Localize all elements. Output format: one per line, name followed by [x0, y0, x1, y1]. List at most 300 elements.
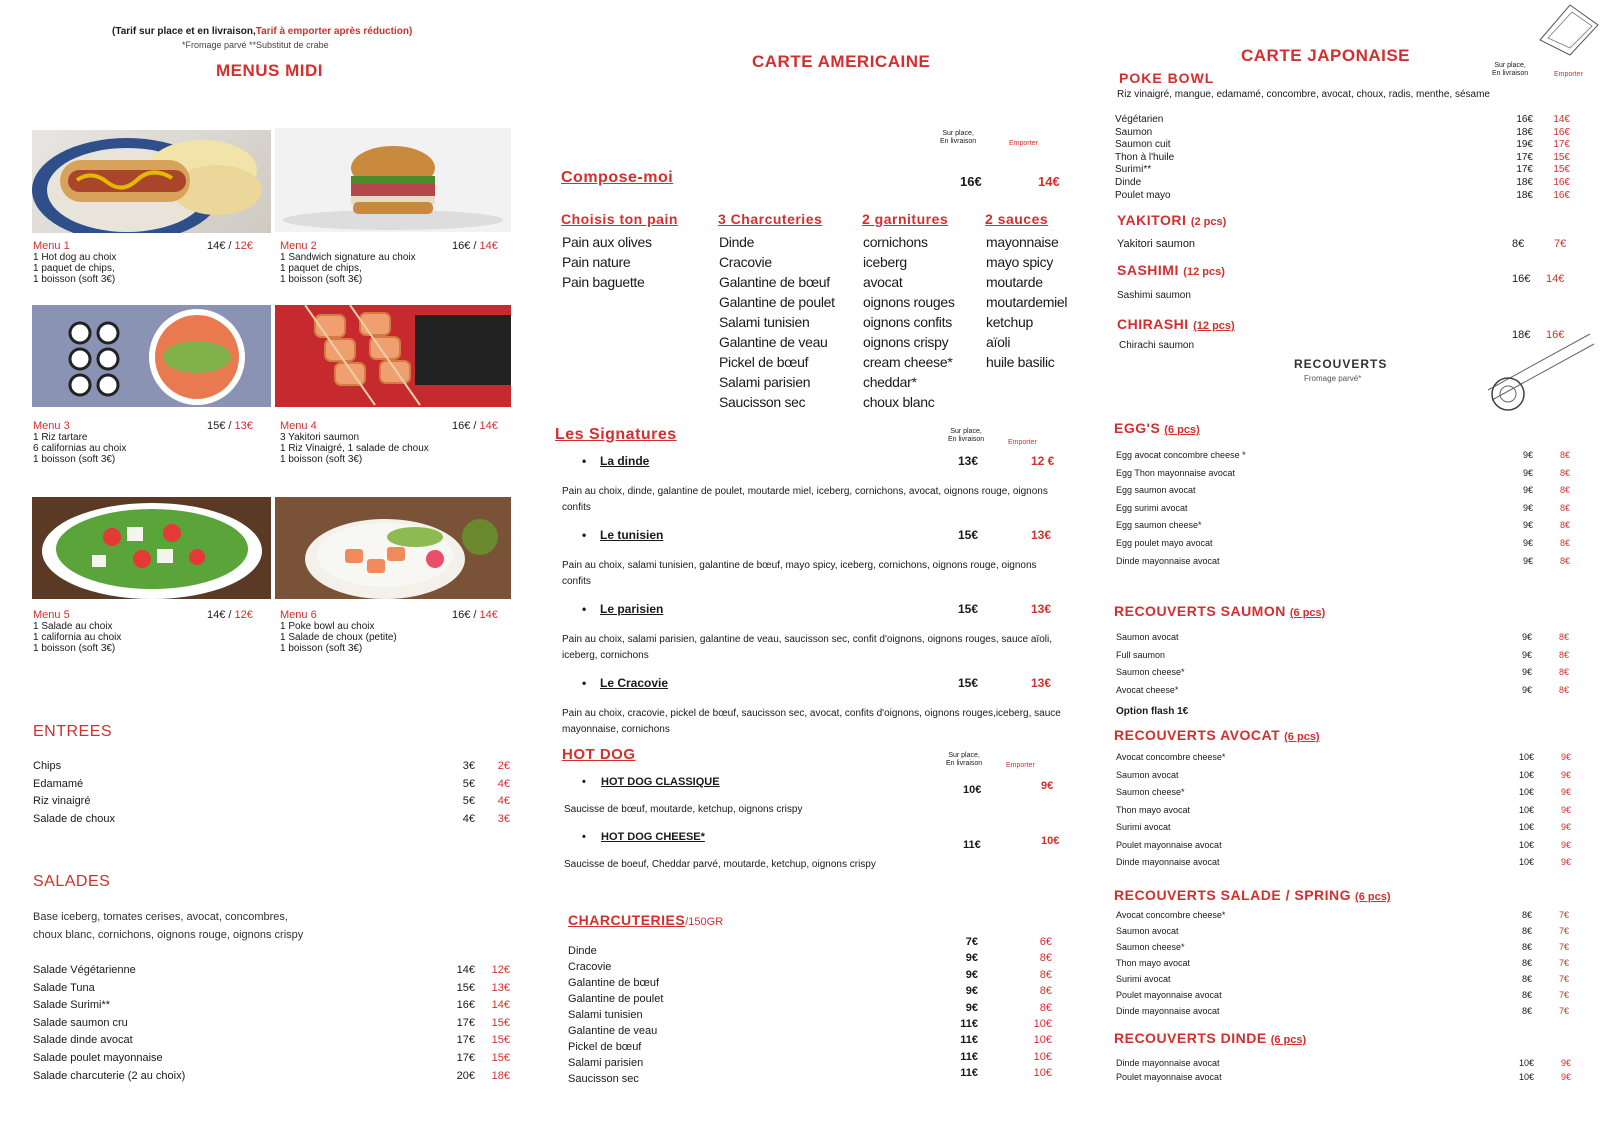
- list-item-name: Poulet mayonnaise avocat: [1116, 990, 1222, 1000]
- compose-option: cornichons: [863, 234, 928, 250]
- menu-3-photo: [32, 305, 271, 407]
- signatures-title: Les Signatures: [555, 426, 677, 443]
- list-item-price-1: 8€: [1521, 1006, 1532, 1016]
- signature-bullet: •: [582, 454, 587, 468]
- menu-label: Menu 6: [280, 609, 317, 621]
- list-item-price-2: 16€: [1553, 189, 1570, 201]
- yakitori-title: YAKITORI (2 pcs): [1117, 212, 1227, 228]
- list-item-name: Dinde mayonnaise avocat: [1116, 1058, 1220, 1068]
- sashimi-title: SASHIMI (12 pcs): [1117, 262, 1225, 278]
- signature-desc-2: confits: [562, 576, 591, 587]
- recouverts-sub: Fromage parvé*: [1304, 374, 1362, 383]
- list-item-price-2: 12€: [491, 964, 510, 976]
- compose-option: Pain nature: [562, 254, 631, 270]
- charcuterie-price-2: 8€: [1039, 952, 1052, 965]
- list-item-name: Dinde mayonnaise avocat: [1116, 857, 1220, 867]
- menu-desc-line: 1 Hot dog au choix: [33, 252, 117, 263]
- menu-desc-line: 1 Riz tartare: [33, 432, 88, 443]
- hotdog-price-head-1: Sur place, En livraison: [946, 752, 983, 767]
- list-item-price-1: 17€: [456, 1016, 475, 1029]
- menu-price-sep: /: [225, 609, 235, 621]
- signature-desc-2: confits: [562, 502, 591, 513]
- compose-option: Galantine de veau: [719, 334, 828, 350]
- list-item-name: Surimi avocat: [1116, 822, 1171, 832]
- signature-bullet: •: [582, 676, 587, 690]
- section-count: (6 pcs): [1284, 731, 1320, 743]
- compose-option: mayonnaise: [986, 234, 1059, 250]
- list-item-price-1: 8€: [1521, 942, 1532, 952]
- list-item-price-1: 9€: [1522, 538, 1533, 548]
- list-item-name: Avocat cheese*: [1116, 684, 1179, 695]
- signature-name: Le Cracovie: [600, 676, 669, 690]
- charcuterie-price-1: 11€: [960, 1067, 978, 1080]
- section-title: [1114, 887, 1391, 905]
- list-item-price-1: 17€: [1516, 151, 1533, 163]
- menu-6-photo: [275, 497, 511, 599]
- salades-desc-1: Base iceberg, tomates cerises, avocat, concombres,: [33, 911, 288, 923]
- hotdog-title: HOT DOG: [562, 746, 636, 763]
- compose-price-2: 14€: [1038, 174, 1060, 189]
- section-count: (6 pcs): [1355, 891, 1391, 903]
- hotdog-price-2: 9€: [1041, 780, 1054, 792]
- menu-price-2: 12€: [234, 609, 253, 621]
- charcuterie-price-1: 11€: [960, 1050, 978, 1063]
- compose-option: moutardemiel: [986, 294, 1068, 310]
- charcuterie-price-1: 11€: [960, 1034, 978, 1047]
- menu-5-photo: [32, 497, 271, 599]
- section-title: [1114, 727, 1320, 745]
- list-item-name: Poulet mayonnaise avocat: [1116, 1072, 1222, 1082]
- signature-price-1: 15€: [958, 602, 979, 616]
- list-item-price-2: 7€: [1558, 926, 1569, 936]
- hotdog-desc: Saucisse de bœuf, moutarde, ketchup, oignons crispy: [564, 804, 803, 815]
- salades-title: SALADES: [33, 873, 111, 890]
- list-item-price-2: 9€: [1560, 769, 1571, 780]
- poke-title: POKE BOWL: [1119, 70, 1215, 86]
- compose-option: cream cheese*: [863, 354, 953, 370]
- menu-desc-line: 1 boisson (soft 3€): [280, 454, 363, 465]
- yakitori-price-1: 8€: [1512, 238, 1525, 250]
- compose-option: Galantine de bœuf: [719, 274, 830, 290]
- menu-2-photo: [275, 128, 511, 232]
- list-item-name: Saumon avocat: [1116, 926, 1179, 936]
- charcuterie-price-2: 10€: [1033, 1034, 1052, 1047]
- list-item-price-1: 18€: [1516, 126, 1533, 138]
- charcuterie-name: Salami parisien: [568, 1057, 644, 1069]
- menu-desc-line: 1 Salade au choix: [33, 621, 113, 632]
- menu-price-sep: /: [470, 609, 480, 621]
- list-item-name: Egg avocat concombre cheese *: [1116, 450, 1246, 460]
- compose-option: cheddar*: [863, 374, 917, 390]
- sashimi-item: Sashimi saumon: [1117, 290, 1191, 301]
- compose-option: Pain baguette: [562, 274, 645, 290]
- list-item-price-1: 16€: [456, 999, 475, 1012]
- hotdog-desc: Saucisse de boeuf, Cheddar parvé, moutarde, ketchup, oignons crispy: [564, 859, 876, 870]
- list-item-price-1: 3€: [462, 760, 475, 772]
- list-item-price-1: 4€: [462, 812, 475, 825]
- list-item-name: Saumon cuit: [1115, 139, 1171, 151]
- compose-col-head: 2 sauces: [985, 211, 1049, 227]
- footnote: *Fromage parvé **Substitut de crabe: [182, 40, 329, 50]
- compose-option: Salami parisien: [719, 374, 811, 390]
- list-item-price-1: 16€: [1516, 114, 1533, 125]
- list-item-price-2: 15€: [491, 1052, 510, 1064]
- list-item-name: Saumon cheese*: [1116, 787, 1185, 797]
- list-item-price-1: 5€: [462, 795, 475, 807]
- charcuterie-name: Dinde: [568, 945, 597, 957]
- list-item-name: Poulet mayo: [1115, 189, 1171, 201]
- list-item-price-1: 14€: [456, 964, 475, 976]
- menu-price-2: 14€: [479, 240, 498, 252]
- list-item-price-2: 16€: [1553, 177, 1570, 188]
- compose-option: huile basilic: [986, 354, 1055, 370]
- list-item-price-1: 8€: [1521, 990, 1532, 1000]
- chirashi-price-2: 16€: [1546, 329, 1565, 341]
- list-item-price-1: 9€: [1521, 649, 1532, 660]
- list-item-name: Saumon avocat: [1116, 632, 1179, 642]
- charcuterie-price-1: 11€: [960, 1018, 978, 1030]
- list-item-price-1: 10€: [1518, 839, 1534, 850]
- list-item-price-2: 9€: [1560, 1058, 1571, 1068]
- charcuterie-price-2: 10€: [1033, 1067, 1052, 1080]
- list-item-price-2: 9€: [1560, 1072, 1571, 1082]
- list-item-price-1: 17€: [456, 1034, 475, 1047]
- list-item-price-1: 5€: [462, 777, 475, 790]
- list-item-price-1: 8€: [1521, 974, 1532, 984]
- list-item-price-2: 9€: [1560, 787, 1571, 797]
- menu-desc-line: 1 boisson (soft 3€): [33, 274, 116, 285]
- signature-desc-1: Pain au choix, salami tunisien, galantine de bœuf, mayo spicy, iceberg, cornichons, oignons rouge, oignons: [562, 560, 1037, 571]
- list-item-name: Salade Végétarienne: [33, 964, 136, 976]
- signatures-price-head-1: Sur place, En livraison: [948, 428, 985, 443]
- menu-price: [207, 420, 253, 432]
- section-title-text: RECOUVERTS SALADE / SPRING: [1114, 887, 1352, 903]
- list-item-name: Thon à l'huile: [1115, 151, 1175, 163]
- list-item-name: Thon mayo avocat: [1116, 804, 1191, 815]
- menu-label: Menu 2: [280, 240, 317, 252]
- list-item-price-2: 4€: [497, 795, 510, 807]
- list-item-name: Egg saumon cheese*: [1116, 520, 1202, 531]
- compose-price-head-1: Sur place, En livraison: [940, 130, 977, 145]
- yakitori-item: Yakitori saumon: [1117, 238, 1196, 250]
- menu-price-sep: /: [470, 420, 480, 432]
- charcuterie-price-2: 8€: [1039, 1001, 1052, 1014]
- menu-desc-line: 3 Yakitori saumon: [280, 432, 360, 443]
- menu-desc-line: 6 californias au choix: [33, 443, 127, 454]
- signature-name: Le parisien: [600, 602, 664, 616]
- hotdog-bullet: •: [582, 776, 586, 788]
- list-item-price-2: 15€: [1553, 151, 1570, 163]
- list-item-price-2: 15€: [491, 1034, 510, 1047]
- menu-price-2: 12€: [234, 240, 253, 252]
- charcuterie-price-1: 9€: [965, 952, 978, 965]
- list-item-price-2: 3€: [497, 812, 510, 825]
- americaine-title: CARTE AMERICAINE: [752, 52, 931, 71]
- menu-desc-line: 1 california au choix: [33, 632, 122, 643]
- list-item-price-1: 10€: [1518, 769, 1534, 780]
- list-item-name: Dinde mayonnaise avocat: [1116, 1006, 1220, 1016]
- section-title-text: EGG'S: [1114, 420, 1161, 436]
- menu-price-2: 13€: [234, 420, 253, 432]
- list-item-name: Salade Surimi**: [33, 999, 111, 1012]
- charcuterie-price-1: 9€: [965, 985, 978, 998]
- option-flash: Option flash 1€: [1116, 706, 1189, 717]
- list-item-name: Chips: [33, 760, 62, 772]
- signature-price-2: 13€: [1031, 528, 1052, 542]
- sushi-sketch-icon: [1530, 0, 1600, 60]
- list-item-price-1: 19€: [1516, 139, 1533, 151]
- charcuterie-price-2: 8€: [1039, 985, 1052, 998]
- list-item-name: Egg surimi avocat: [1116, 502, 1188, 513]
- list-item-name: Surimi avocat: [1116, 974, 1171, 984]
- signature-price-1: 13€: [958, 454, 979, 468]
- list-item-price-1: 18€: [1516, 189, 1533, 201]
- japonaise-title: CARTE JAPONAISE: [1241, 46, 1411, 65]
- menu-desc-line: 1 Salade de choux (petite): [280, 632, 397, 643]
- list-item-price-2: 9€: [1560, 752, 1571, 762]
- signature-desc-2: iceberg, cornichons: [562, 650, 649, 661]
- compose-title: Compose-moi: [561, 169, 674, 186]
- section-count: (6 pcs): [1289, 607, 1326, 619]
- charcuterie-name: Salami tunisien: [568, 1009, 643, 1021]
- poke-desc: Riz vinaigré, mangue, edamamé, concombre, avocat, choux, radis, menthe, sésame: [1117, 89, 1490, 100]
- list-item-price-1: 10€: [1518, 822, 1534, 832]
- list-item-price-2: 14€: [491, 999, 510, 1012]
- list-item-price-2: 4€: [497, 777, 510, 790]
- japonaise-price-head-1: Sur place, En livraison: [1492, 62, 1529, 77]
- list-item-price-2: 9€: [1560, 822, 1571, 832]
- signature-desc-1: Pain au choix, dinde, galantine de poulet, moutarde miel, iceberg, cornichons, avocat, oignons rouge, oignons: [562, 486, 1048, 497]
- menu-price: [207, 609, 253, 621]
- list-item-price-2: 2€: [497, 760, 510, 772]
- list-item-price-2: 13€: [491, 981, 510, 994]
- list-item-price-1: 9€: [1521, 684, 1532, 695]
- list-item-name: Full saumon: [1116, 649, 1166, 660]
- menu-label: Menu 5: [33, 609, 70, 621]
- signature-desc-1: Pain au choix, cracovie, pickel de bœuf, saucisson sec, avocat, confits d'oignons, oignons rouges,iceberg, sauce: [562, 708, 1061, 719]
- list-item-name: Avocat concombre cheese*: [1116, 910, 1226, 920]
- signature-desc-1: Pain au choix, salami parisien, galantine de veau, saucisson sec, confit d'oignons, oignons rouges, sauce aïoli,: [562, 634, 1052, 645]
- compose-price-1: 16€: [960, 174, 982, 189]
- menu-desc-line: 1 boisson (soft 3€): [33, 643, 116, 654]
- list-item-price-2: 8€: [1559, 450, 1570, 460]
- section-title: [1114, 603, 1325, 621]
- compose-option: Galantine de poulet: [719, 294, 835, 310]
- list-item-price-2: 7€: [1558, 990, 1569, 1000]
- signature-name: La dinde: [600, 454, 650, 468]
- list-item-price-1: 10€: [1518, 1072, 1534, 1082]
- signature-name: Le tunisien: [600, 528, 664, 542]
- list-item-name: Salade dinde avocat: [33, 1034, 133, 1047]
- entrees-title: ENTREES: [33, 723, 113, 740]
- japonaise-price-head-2: Emporter: [1554, 71, 1583, 78]
- riz-tartare-image: [32, 305, 271, 407]
- list-item-price-2: 8€: [1558, 632, 1569, 642]
- list-item-name: Saumon: [1115, 126, 1153, 138]
- list-item-price-2: 15€: [491, 1016, 510, 1029]
- compose-option: moutarde: [986, 274, 1043, 290]
- hotdog-bullet: •: [582, 831, 586, 843]
- list-item-name: Avocat concombre cheese*: [1116, 752, 1226, 762]
- compose-option: oignons rouges: [863, 294, 955, 310]
- yakitori-price-2: 7€: [1554, 238, 1567, 250]
- sashimi-price-2: 14€: [1546, 273, 1565, 285]
- compose-col-head: 2 garnitures: [862, 211, 949, 227]
- list-item-price-1: 10€: [1518, 857, 1534, 867]
- compose-price-head-2: Emporter: [1009, 140, 1038, 147]
- signature-price-2: 13€: [1031, 676, 1052, 690]
- compose-option: aïoli: [986, 334, 1011, 350]
- menu-price-1: 14€: [207, 240, 226, 252]
- menu-label: Menu 1: [33, 240, 70, 252]
- menu-desc-line: 1 paquet de chips,: [33, 263, 115, 274]
- list-item-name: Végétarien: [1115, 114, 1164, 125]
- list-item-price-1: 8€: [1521, 958, 1532, 968]
- list-item-price-2: 7€: [1558, 1006, 1569, 1016]
- menu-label: Menu 3: [33, 420, 70, 432]
- menu-1-photo: [32, 130, 271, 233]
- list-item-price-1: 9€: [1522, 555, 1533, 566]
- list-item-price-2: 7€: [1558, 910, 1569, 920]
- section-title-text: RECOUVERTS SAUMON: [1114, 603, 1286, 619]
- list-item-price-1: 10€: [1518, 1058, 1534, 1068]
- charcuterie-price-2: 10€: [1033, 1018, 1052, 1030]
- compose-option: Saucisson sec: [719, 394, 806, 410]
- compose-option: Salami tunisien: [719, 314, 810, 330]
- list-item-price-2: 9€: [1560, 857, 1571, 867]
- list-item-price-1: 9€: [1522, 520, 1533, 531]
- list-item-price-1: 9€: [1522, 450, 1533, 460]
- menu-price-sep: /: [225, 240, 235, 252]
- section-count: (6 pcs): [1270, 1034, 1307, 1046]
- charcuterie-price-1: 7€: [965, 936, 978, 948]
- list-item-price-2: 16€: [1553, 126, 1570, 138]
- list-item-name: Surimi**: [1115, 164, 1152, 176]
- menu-desc-line: 1 boisson (soft 3€): [280, 643, 363, 654]
- list-item-price-2: 7€: [1558, 942, 1569, 952]
- list-item-price-2: 8€: [1559, 485, 1570, 496]
- list-item-name: Edamamé: [33, 777, 84, 790]
- signature-price-2: 13€: [1031, 602, 1052, 616]
- list-item-price-1: 8€: [1521, 926, 1532, 936]
- list-item-price-2: 18€: [491, 1069, 510, 1082]
- list-item-price-2: 9€: [1560, 839, 1571, 850]
- menu-price-1: 16€: [452, 240, 471, 252]
- list-item-price-2: 7€: [1558, 958, 1569, 968]
- compose-option: oignons crispy: [863, 334, 949, 350]
- list-item-name: Dinde: [1115, 177, 1142, 188]
- menu-price-1: 14€: [207, 609, 226, 621]
- list-item-price-2: 8€: [1559, 467, 1570, 478]
- signatures-price-head-2: Emporter: [1008, 439, 1037, 446]
- list-item-name: Egg poulet mayo avocat: [1116, 538, 1213, 548]
- compose-option: avocat: [863, 274, 903, 290]
- recouverts-title: RECOUVERTS: [1294, 357, 1388, 371]
- menu-price: [452, 609, 498, 621]
- tarif-note: (Tarif sur place et en livraison,Tarif à emporter après réduction): [112, 26, 413, 37]
- list-item-price-1: 8€: [1521, 910, 1532, 920]
- list-item-price-1: 10€: [1518, 804, 1534, 815]
- list-item-name: Thon mayo avocat: [1116, 958, 1191, 968]
- hotdog-price-head-2: Emporter: [1006, 762, 1035, 769]
- list-item-price-2: 9€: [1560, 804, 1571, 815]
- poke-bowl-image: [275, 497, 511, 599]
- compose-option: Cracovie: [719, 254, 772, 270]
- list-item-price-1: 9€: [1522, 502, 1533, 513]
- charcuterie-price-2: 6€: [1039, 936, 1052, 948]
- compose-option: Dinde: [719, 234, 755, 250]
- charcuterie-price-2: 10€: [1033, 1050, 1052, 1063]
- menu-desc-line: 1 Poke bowl au choix: [280, 621, 375, 632]
- list-item-name: Salade de choux: [33, 812, 115, 825]
- signature-bullet: •: [582, 528, 587, 542]
- list-item-price-2: 8€: [1558, 649, 1569, 660]
- menu-desc-line: 1 Riz Vinaigré, 1 salade de choux: [280, 443, 429, 454]
- list-item-name: Poulet mayonnaise avocat: [1116, 839, 1222, 850]
- charcuterie-price-1: 9€: [965, 1001, 978, 1014]
- compose-option: Pickel de bœuf: [719, 354, 809, 370]
- charcuterie-name: Galantine de poulet: [568, 993, 664, 1005]
- charcuterie-name: Cracovie: [568, 961, 612, 973]
- section-count: (6 pcs): [1164, 424, 1200, 436]
- list-item-name: Egg saumon avocat: [1116, 485, 1196, 496]
- signature-price-1: 15€: [958, 528, 979, 542]
- hotdog-name: HOT DOG CHEESE*: [601, 831, 705, 843]
- section-title: [1114, 1030, 1306, 1048]
- menu-price-1: 16€: [452, 420, 471, 432]
- section-title-text: RECOUVERTS AVOCAT: [1114, 727, 1281, 743]
- chirashi-price-1: 18€: [1512, 329, 1531, 341]
- chirashi-title: CHIRASHI (12 pcs): [1117, 316, 1235, 332]
- list-item-price-2: 8€: [1558, 684, 1569, 695]
- charcuterie-price-2: 8€: [1039, 968, 1052, 981]
- list-item-name: Dinde mayonnaise avocat: [1116, 555, 1220, 566]
- list-item-price-2: 8€: [1559, 538, 1570, 548]
- hotdog-name: HOT DOG CLASSIQUE: [601, 776, 720, 788]
- menu-price: [207, 240, 253, 252]
- menu-price-2: 14€: [479, 609, 498, 621]
- list-item-price-1: 10€: [1518, 787, 1534, 797]
- menu-price: [452, 240, 498, 252]
- menu-label: Menu 4: [280, 420, 317, 432]
- list-item-name: Salade Tuna: [33, 981, 95, 994]
- charcuteries-title: CHARCUTERIES/150GR: [568, 912, 724, 928]
- compose-col-head: 3 Charcuteries: [718, 211, 823, 227]
- compose-option: iceberg: [863, 254, 907, 270]
- signature-bullet: •: [582, 602, 587, 616]
- yakitori-image: [275, 305, 511, 407]
- menu-desc-line: 1 boisson (soft 3€): [280, 274, 363, 285]
- menu-desc-line: 1 Sandwich signature au choix: [280, 252, 416, 263]
- list-item-price-1: 9€: [1521, 667, 1532, 677]
- menu-price-2: 14€: [479, 420, 498, 432]
- menus-midi-title: MENUS MIDI: [216, 61, 323, 80]
- list-item-price-2: 8€: [1558, 667, 1569, 677]
- list-item-price-1: 18€: [1516, 177, 1533, 188]
- list-item-price-1: 10€: [1518, 752, 1534, 762]
- list-item-name: Riz vinaigré: [33, 795, 91, 807]
- list-item-price-2: 8€: [1559, 555, 1570, 566]
- list-item-price-1: 9€: [1522, 485, 1533, 496]
- list-item-name: Salade poulet mayonnaise: [33, 1052, 163, 1064]
- salades-desc-2: choux blanc, cornichons, oignons rouge, oignons crispy: [33, 929, 304, 941]
- list-item-name: Egg Thon mayonnaise avocat: [1116, 467, 1235, 478]
- menu-desc-line: 1 boisson (soft 3€): [33, 454, 116, 465]
- menu-4-photo: [275, 305, 511, 407]
- menu-price-1: 15€: [207, 420, 226, 432]
- compose-option: ketchup: [986, 314, 1033, 330]
- compose-option: mayo spicy: [986, 254, 1054, 270]
